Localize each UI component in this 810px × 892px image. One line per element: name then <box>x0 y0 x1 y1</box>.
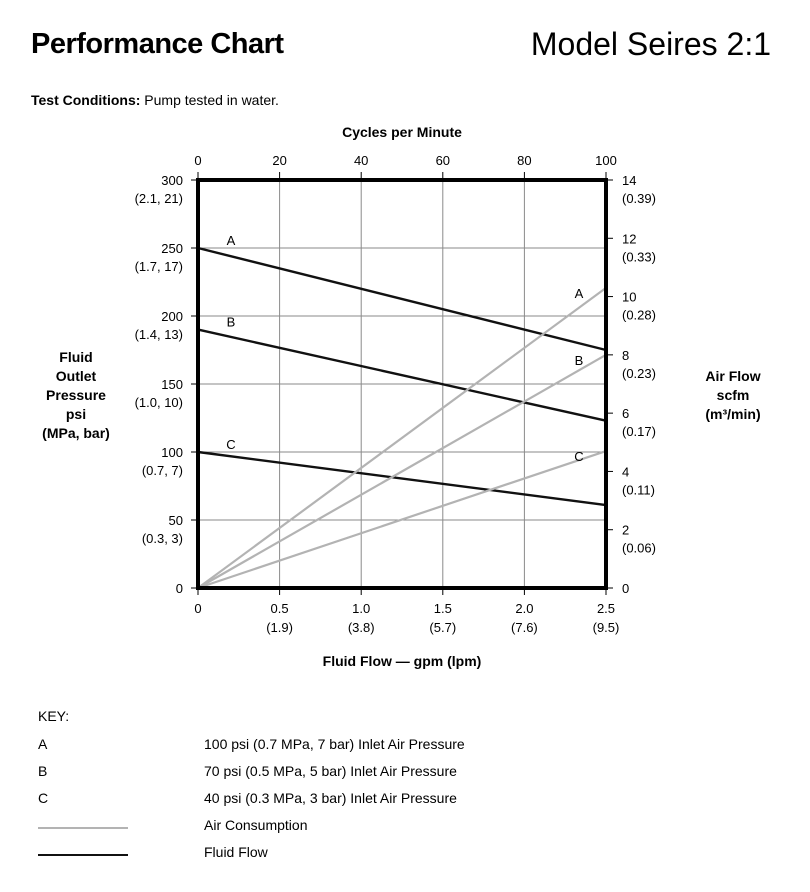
bottom-tick-label: 1.0 <box>352 601 371 616</box>
bottom-tick-label: 2.5 <box>596 601 616 616</box>
right-tick-sublabel: (0.28) <box>622 307 656 323</box>
right-tick-label: 0 <box>622 581 630 596</box>
key-description: 100 psi (0.7 MPa, 7 bar) Inlet Air Pressure <box>204 736 465 752</box>
left-axis-label-line: Pressure <box>46 387 106 403</box>
model-title: Model Seires 2:1 <box>530 26 771 62</box>
right-tick-label: 10 <box>622 289 637 305</box>
right-tick-sublabel: (0.33) <box>622 249 656 265</box>
right-tick-sublabel: (0.11) <box>622 482 655 498</box>
left-tick-sublabel: (1.7, 17) <box>134 259 183 274</box>
key-air-line-swatch <box>38 827 128 829</box>
bottom-tick-label: 2.0 <box>515 601 534 616</box>
left-tick-sublabel: (1.0, 10) <box>134 395 183 410</box>
key-description: Fluid Flow <box>204 844 268 860</box>
bottom-tick-sublabel: (3.8) <box>347 620 375 635</box>
test-conditions-text: Pump tested in water. <box>140 92 279 108</box>
top-tick-label: 80 <box>517 153 532 168</box>
right-tick-label: 8 <box>622 347 630 363</box>
right-tick-label: 6 <box>622 406 630 422</box>
fluid-flow-line-c <box>198 452 606 505</box>
test-conditions-label: Test Conditions: <box>31 92 141 108</box>
left-tick-sublabel: (0.3, 3) <box>141 531 183 546</box>
left-tick-sublabel: (2.1, 21) <box>134 191 183 206</box>
right-tick-label: 4 <box>622 464 630 480</box>
bottom-tick-sublabel: (1.9) <box>266 620 293 635</box>
bottom-tick-sublabel: (7.6) <box>511 620 538 635</box>
top-tick-label: 60 <box>435 153 451 168</box>
right-tick-sublabel: (0.39) <box>622 191 656 206</box>
fluid-series-label-a: A <box>226 233 236 248</box>
bottom-tick-label: 0 <box>194 601 202 616</box>
left-axis-label-line: psi <box>65 406 87 422</box>
left-tick-label: 50 <box>168 513 183 528</box>
right-tick-sublabel: (0.06) <box>622 540 656 556</box>
right-axis-label-line: scfm <box>716 387 750 403</box>
key-symbol: B <box>38 763 48 779</box>
air-series-label-b: B <box>574 352 584 368</box>
fluid-series-label-b: B <box>226 314 236 330</box>
top-tick-label: 40 <box>353 153 369 168</box>
right-tick-label: 14 <box>622 173 637 188</box>
key-title: KEY: <box>38 708 70 724</box>
left-axis-label-line: (MPa, bar) <box>42 425 110 441</box>
left-axis-label-line: Outlet <box>55 368 97 384</box>
left-axis-label-line: Fluid <box>59 349 93 365</box>
air-series-label-c: C <box>574 449 584 465</box>
air-series-label-a: A <box>574 285 584 301</box>
key-description: 70 psi (0.5 MPa, 5 bar) Inlet Air Pressure <box>204 763 457 779</box>
bottom-axis-title: Fluid Flow — gpm (lpm) <box>322 653 482 669</box>
left-tick-label: 0 <box>175 581 183 596</box>
key-symbol: A <box>38 736 48 752</box>
left-tick-label: 150 <box>161 377 183 392</box>
top-tick-label: 20 <box>272 153 287 168</box>
left-tick-label: 200 <box>161 309 183 324</box>
top-tick-label: 0 <box>194 153 202 168</box>
fluid-flow-line-b <box>198 330 606 421</box>
key-fluid-line-swatch <box>38 854 128 856</box>
fluid-series-label-c: C <box>226 437 236 452</box>
right-axis-label-line: (m³/min) <box>705 406 761 422</box>
top-axis-title: Cycles per Minute <box>342 124 462 140</box>
right-tick-sublabel: (0.23) <box>622 365 656 381</box>
left-tick-label: 250 <box>161 241 183 256</box>
fluid-flow-line-a <box>198 248 606 350</box>
right-tick-label: 12 <box>622 231 637 247</box>
bottom-tick-sublabel: (9.5) <box>592 620 620 635</box>
bottom-tick-label: 0.5 <box>270 601 289 616</box>
left-tick-label: 100 <box>161 445 183 460</box>
key-description: Air Consumption <box>204 817 308 833</box>
right-axis-label-line: Air Flow <box>705 368 761 384</box>
top-tick-label: 100 <box>595 153 617 168</box>
page-title: Performance Chart <box>31 28 284 60</box>
bottom-tick-label: 1.5 <box>433 601 452 616</box>
right-tick-label: 2 <box>622 522 630 538</box>
bottom-tick-sublabel: (5.7) <box>429 620 457 635</box>
key-description: 40 psi (0.3 MPa, 3 bar) Inlet Air Pressure <box>204 790 457 806</box>
right-tick-sublabel: (0.17) <box>622 424 656 440</box>
key-symbol: C <box>38 790 49 806</box>
left-tick-label: 300 <box>161 173 183 188</box>
air-consumption-line-a <box>198 285 606 588</box>
left-tick-sublabel: (1.4, 13) <box>134 327 183 342</box>
left-tick-sublabel: (0.7, 7) <box>141 463 183 478</box>
